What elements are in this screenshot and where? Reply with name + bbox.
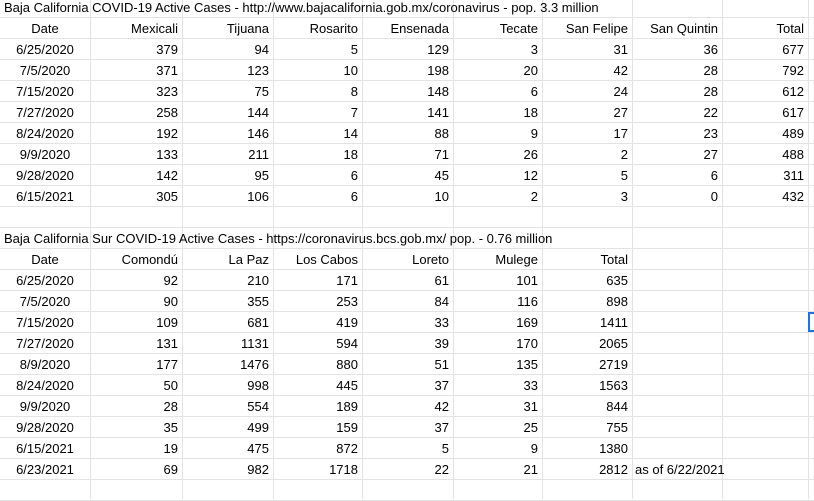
table-row <box>0 417 814 438</box>
date-cell[interactable]: 9/9/2020 <box>19 147 71 162</box>
value-cell[interactable]: 311 <box>783 168 804 183</box>
value-cell[interactable]: 39 <box>434 336 449 351</box>
value-cell[interactable]: 129 <box>427 42 449 57</box>
column-header[interactable]: Comondú <box>121 252 178 267</box>
value-cell[interactable]: 612 <box>782 84 804 99</box>
date-cell[interactable]: 9/28/2020 <box>16 168 74 183</box>
value-cell[interactable]: 432 <box>782 189 804 204</box>
value-cell[interactable]: 6 <box>350 189 358 204</box>
value-cell[interactable]: 371 <box>156 63 178 78</box>
column-header[interactable]: Date <box>31 21 59 36</box>
date-cell[interactable]: 8/9/2020 <box>19 357 71 372</box>
date-cell[interactable]: 9/9/2020 <box>19 399 71 414</box>
date-cell[interactable]: 6/23/2021 <box>16 462 74 477</box>
value-cell[interactable]: 192 <box>156 126 178 141</box>
value-cell[interactable]: 131 <box>156 336 178 351</box>
value-cell[interactable]: 169 <box>516 315 538 330</box>
value-cell[interactable]: 69 <box>163 462 178 477</box>
value-cell[interactable]: 75 <box>254 84 269 99</box>
value-cell[interactable]: 1411 <box>600 315 628 330</box>
table-row <box>0 354 814 375</box>
value-cell[interactable]: 170 <box>516 336 538 351</box>
column-header[interactable]: Date <box>31 252 59 267</box>
value-cell[interactable]: 27 <box>703 147 718 162</box>
value-cell[interactable]: 554 <box>247 399 269 414</box>
note-cell[interactable] <box>635 312 805 333</box>
date-cell[interactable]: 6/15/2021 <box>16 189 74 204</box>
value-cell[interactable]: 2065 <box>599 336 628 351</box>
date-cell[interactable]: 8/24/2020 <box>16 378 74 393</box>
value-cell[interactable]: 1131 <box>241 336 269 351</box>
value-cell[interactable]: 2719 <box>599 357 628 372</box>
value-cell[interactable]: 880 <box>336 357 358 372</box>
value-cell[interactable]: 872 <box>336 441 358 456</box>
value-cell[interactable]: 35 <box>163 420 178 435</box>
value-cell[interactable]: 135 <box>516 357 538 372</box>
value-cell[interactable]: 88 <box>434 126 449 141</box>
date-cell[interactable]: 6/15/2021 <box>16 441 74 456</box>
column-header[interactable]: La Paz <box>228 252 269 267</box>
table-row <box>0 123 814 144</box>
value-cell[interactable]: 18 <box>523 105 538 120</box>
value-cell[interactable]: 2 <box>620 147 628 162</box>
value-cell[interactable]: 792 <box>782 63 804 78</box>
column-header[interactable]: San Felipe <box>565 21 628 36</box>
header-row <box>0 18 814 39</box>
value-cell[interactable]: 42 <box>613 63 628 78</box>
value-cell[interactable]: 998 <box>247 378 269 393</box>
table-row <box>0 375 814 396</box>
value-cell[interactable]: 982 <box>247 462 269 477</box>
value-cell[interactable]: 7 <box>350 105 358 120</box>
value-cell[interactable]: 3 <box>620 189 628 204</box>
value-cell[interactable]: 116 <box>517 294 538 309</box>
value-cell[interactable]: 594 <box>336 336 358 351</box>
table-row <box>0 81 814 102</box>
value-cell[interactable]: 26 <box>523 147 538 162</box>
value-cell[interactable]: 198 <box>427 63 449 78</box>
column-header[interactable]: Ensenada <box>390 21 449 36</box>
value-cell[interactable]: 12 <box>523 168 538 183</box>
date-cell[interactable]: 6/25/2020 <box>16 273 74 288</box>
value-cell[interactable]: 211 <box>248 147 269 162</box>
date-cell[interactable]: 9/28/2020 <box>16 420 74 435</box>
column-header[interactable]: San Quintin <box>650 21 718 36</box>
value-cell[interactable]: 133 <box>156 147 178 162</box>
value-cell[interactable]: 101 <box>516 273 538 288</box>
value-cell[interactable]: 18 <box>343 147 358 162</box>
value-cell[interactable]: 6 <box>530 84 538 99</box>
value-cell[interactable]: 23 <box>703 126 718 141</box>
value-cell[interactable]: 3 <box>530 42 538 57</box>
value-cell[interactable]: 24 <box>613 84 628 99</box>
value-cell[interactable]: 6 <box>350 168 358 183</box>
value-cell[interactable]: 94 <box>254 42 269 57</box>
date-cell[interactable]: 7/15/2020 <box>16 84 74 99</box>
table-row <box>0 102 814 123</box>
date-cell[interactable]: 7/27/2020 <box>16 105 74 120</box>
value-cell[interactable]: 489 <box>782 126 804 141</box>
value-cell[interactable]: 8 <box>350 84 358 99</box>
value-cell[interactable]: 31 <box>523 399 538 414</box>
sheet1-title[interactable]: Baja California COVID-19 Active Cases - http://www.bajacalifornia.gob.mx/coronavirus - pop. 3.3 million <box>4 0 599 15</box>
value-cell[interactable]: 20 <box>523 63 538 78</box>
value-cell[interactable]: 9 <box>530 126 538 141</box>
value-cell[interactable]: 144 <box>247 105 269 120</box>
note-cell[interactable] <box>635 270 805 291</box>
value-cell[interactable]: 146 <box>247 126 269 141</box>
value-cell[interactable]: 189 <box>336 399 358 414</box>
note-cell[interactable] <box>635 396 805 417</box>
value-cell[interactable]: 379 <box>156 42 178 57</box>
value-cell[interactable]: 61 <box>434 273 449 288</box>
value-cell[interactable]: 28 <box>163 399 178 414</box>
value-cell[interactable]: 1380 <box>599 441 628 456</box>
table-row <box>0 270 814 291</box>
value-cell[interactable]: 0 <box>710 189 718 204</box>
table-row <box>0 144 814 165</box>
table-row <box>0 291 814 312</box>
value-cell[interactable]: 92 <box>163 273 178 288</box>
value-cell[interactable]: 6 <box>710 168 718 183</box>
value-cell[interactable]: 2 <box>530 189 538 204</box>
value-cell[interactable]: 28 <box>703 84 718 99</box>
value-cell[interactable]: 475 <box>247 441 269 456</box>
value-cell[interactable]: 142 <box>156 168 178 183</box>
value-cell[interactable]: 323 <box>156 84 178 99</box>
value-cell[interactable]: 141 <box>427 105 449 120</box>
value-cell[interactable]: 10 <box>343 63 358 78</box>
value-cell[interactable]: 755 <box>606 420 628 435</box>
value-cell[interactable]: 445 <box>336 378 358 393</box>
value-cell[interactable]: 253 <box>336 294 358 309</box>
value-cell[interactable]: 258 <box>156 105 178 120</box>
value-cell[interactable]: 355 <box>247 294 269 309</box>
column-header[interactable]: Tijuana <box>226 21 269 36</box>
value-cell[interactable]: 9 <box>530 441 538 456</box>
value-cell[interactable]: 14 <box>343 126 358 141</box>
note-cell[interactable] <box>635 333 805 354</box>
table-row <box>0 60 814 81</box>
selected-cell-indicator <box>808 312 814 332</box>
note-cell[interactable] <box>635 438 805 459</box>
value-cell[interactable]: 51 <box>434 357 449 372</box>
value-cell[interactable]: 5 <box>350 42 358 57</box>
value-cell[interactable]: 1718 <box>329 462 358 477</box>
value-cell[interactable]: 22 <box>434 462 449 477</box>
column-header[interactable]: Mexicali <box>131 21 178 36</box>
note-cell[interactable] <box>635 354 805 375</box>
value-cell[interactable]: 37 <box>434 420 449 435</box>
value-cell[interactable]: 33 <box>434 315 449 330</box>
value-cell[interactable]: 36 <box>703 42 718 57</box>
note-cell[interactable] <box>635 375 805 396</box>
value-cell[interactable]: 22 <box>703 105 718 120</box>
value-cell[interactable]: 106 <box>247 189 269 204</box>
value-cell[interactable]: 617 <box>782 105 804 120</box>
value-cell[interactable]: 50 <box>163 378 178 393</box>
table-row <box>0 333 814 354</box>
value-cell[interactable]: 42 <box>434 399 449 414</box>
note-cell[interactable] <box>635 291 805 312</box>
value-cell[interactable]: 5 <box>620 168 628 183</box>
note-cell[interactable]: as of 6/22/2021 <box>635 462 725 477</box>
value-cell[interactable]: 27 <box>613 105 628 120</box>
value-cell[interactable]: 159 <box>336 420 358 435</box>
date-cell[interactable]: 8/24/2020 <box>16 126 74 141</box>
table-row <box>0 438 814 459</box>
value-cell[interactable]: 90 <box>163 294 178 309</box>
value-cell[interactable]: 17 <box>613 126 628 141</box>
column-header[interactable]: Tecate <box>499 21 538 36</box>
column-header[interactable]: Loreto <box>412 252 449 267</box>
value-cell[interactable]: 21 <box>523 462 538 477</box>
value-cell[interactable]: 171 <box>336 273 358 288</box>
value-cell[interactable]: 177 <box>156 357 178 372</box>
table-row <box>0 459 814 480</box>
value-cell[interactable]: 71 <box>434 147 449 162</box>
value-cell[interactable]: 19 <box>163 441 178 456</box>
note-cell[interactable] <box>635 417 805 438</box>
table-row <box>0 186 814 207</box>
table-row <box>0 396 814 417</box>
date-cell[interactable]: 6/25/2020 <box>16 42 74 57</box>
date-cell[interactable]: 7/15/2020 <box>16 315 74 330</box>
value-cell[interactable]: 210 <box>247 273 269 288</box>
value-cell[interactable]: 681 <box>247 315 269 330</box>
value-cell[interactable]: 898 <box>606 294 628 309</box>
value-cell[interactable]: 1563 <box>599 378 628 393</box>
value-cell[interactable]: 305 <box>156 189 178 204</box>
value-cell[interactable]: 419 <box>336 315 358 330</box>
value-cell[interactable]: 31 <box>613 42 628 57</box>
value-cell[interactable]: 10 <box>434 189 449 204</box>
sheet2-title[interactable]: Baja California Sur COVID-19 Active Cases - https://coronavirus.bcs.gob.mx/ pop. - 0.76 million <box>4 231 553 246</box>
column-header[interactable]: Rosarito <box>309 21 358 36</box>
table-row <box>0 39 814 60</box>
value-cell[interactable]: 844 <box>606 399 628 414</box>
value-cell[interactable]: 28 <box>703 63 718 78</box>
value-cell[interactable]: 5 <box>441 441 449 456</box>
value-cell[interactable]: 95 <box>254 168 269 183</box>
value-cell[interactable]: 84 <box>434 294 449 309</box>
value-cell[interactable]: 37 <box>434 378 449 393</box>
value-cell[interactable]: 109 <box>156 315 178 330</box>
date-cell[interactable]: 7/27/2020 <box>16 336 74 351</box>
table-row <box>0 312 814 333</box>
date-cell[interactable]: 7/5/2020 <box>19 63 71 78</box>
table-row <box>0 165 814 186</box>
value-cell[interactable]: 488 <box>782 147 804 162</box>
date-cell[interactable]: 7/5/2020 <box>19 294 71 309</box>
column-header[interactable]: Los Cabos <box>295 252 358 267</box>
column-header[interactable]: Mulege <box>495 252 538 267</box>
value-cell[interactable]: 677 <box>782 42 804 57</box>
value-cell[interactable]: 1476 <box>240 357 269 372</box>
column-header[interactable]: Total <box>600 252 628 267</box>
value-cell[interactable]: 123 <box>247 63 269 78</box>
value-cell[interactable]: 499 <box>247 420 269 435</box>
value-cell[interactable]: 148 <box>427 84 449 99</box>
value-cell[interactable]: 33 <box>523 378 538 393</box>
header-row <box>0 249 814 270</box>
value-cell[interactable]: 25 <box>523 420 538 435</box>
value-cell[interactable]: 635 <box>606 273 628 288</box>
column-header[interactable]: Total <box>776 21 804 36</box>
value-cell[interactable]: 45 <box>434 168 449 183</box>
value-cell[interactable]: 2812 <box>599 462 628 477</box>
